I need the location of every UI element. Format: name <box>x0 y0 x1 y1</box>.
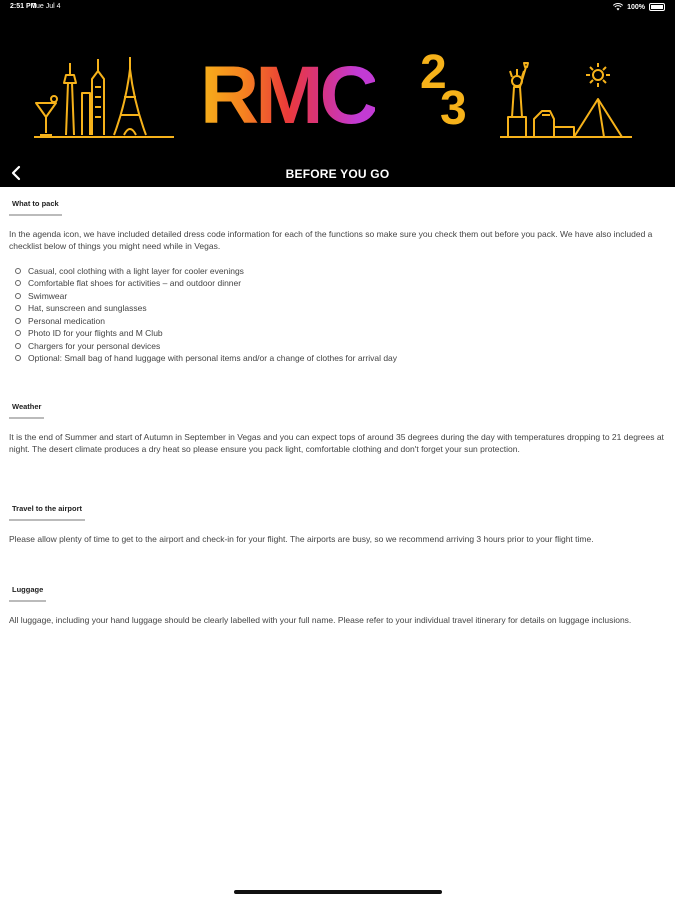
event-logo-number-bottom: 3 <box>440 82 467 135</box>
status-bar <box>0 3 675 15</box>
checklist-item: Photo ID for your flights and M Club <box>15 327 664 340</box>
status-date: Tue Jul 4 <box>32 3 61 10</box>
home-indicator[interactable] <box>234 890 442 894</box>
weather-text: It is the end of Summer and start of Autumn in September in Vegas and you can expect tops of around 35 degrees during the day with temperatures dropping to 21 degrees at night. The desert climate produces a dry heat so please ensure you pack light, comfortable clothing and don't forget your sun protection. <box>9 431 664 454</box>
battery-percent: 100% <box>627 3 645 11</box>
status-right <box>613 3 665 11</box>
section-heading-what-to-pack: What to pack <box>9 196 62 216</box>
checklist-item: Comfortable flat shoes for activities – and outdoor dinner <box>15 277 664 290</box>
section-what-to-pack <box>9 196 664 399</box>
status-time: 2:51 PM <box>10 3 37 10</box>
landmarks-icon <box>500 53 632 139</box>
packing-checklist <box>9 265 664 365</box>
checklist-item: Hat, sunscreen and sunglasses <box>15 302 664 315</box>
section-travel-to-airport <box>9 501 664 582</box>
checklist-item: Chargers for your personal devices <box>15 340 664 353</box>
airport-text: Please allow plenty of time to get to the airport and check-in for your flight. The airports are busy, so we recommend arriving 3 hours prior to your flight time. <box>9 533 594 544</box>
section-luggage <box>9 582 664 626</box>
section-heading-luggage: Luggage <box>9 582 46 602</box>
battery-icon <box>649 3 665 11</box>
checklist-item: Optional: Small bag of hand luggage with personal items and/or a change of clothes for arrival day <box>15 352 664 365</box>
checklist-item: Personal medication <box>15 315 664 328</box>
section-weather <box>9 399 664 501</box>
wifi-icon <box>613 3 623 11</box>
section-heading-airport: Travel to the airport <box>9 501 85 521</box>
page-content <box>9 196 664 626</box>
app-header <box>0 0 675 187</box>
luggage-text: All luggage, including your hand luggage should be clearly labelled with your full name. Please refer to your individual travel itinerary for details on luggage inclusions. <box>9 614 632 625</box>
checklist-item: Swimwear <box>15 290 664 303</box>
section-heading-weather: Weather <box>9 399 44 419</box>
event-logo-text: RMC <box>200 50 375 141</box>
navigation-bar <box>0 160 675 187</box>
page-title: BEFORE YOU GO <box>285 167 390 181</box>
checklist-item: Casual, cool clothing with a light layer for cooler evenings <box>15 265 664 278</box>
event-logo-number-top: 2 <box>420 46 447 99</box>
event-banner <box>0 45 675 145</box>
pack-intro-text: In the agenda icon, we have included detailed dress code information for each of the functions so make sure you check them out before you pack. We have also included a checklist below of things you might need while in Vegas. <box>9 228 653 251</box>
las-vegas-skyline-icon <box>34 53 174 139</box>
